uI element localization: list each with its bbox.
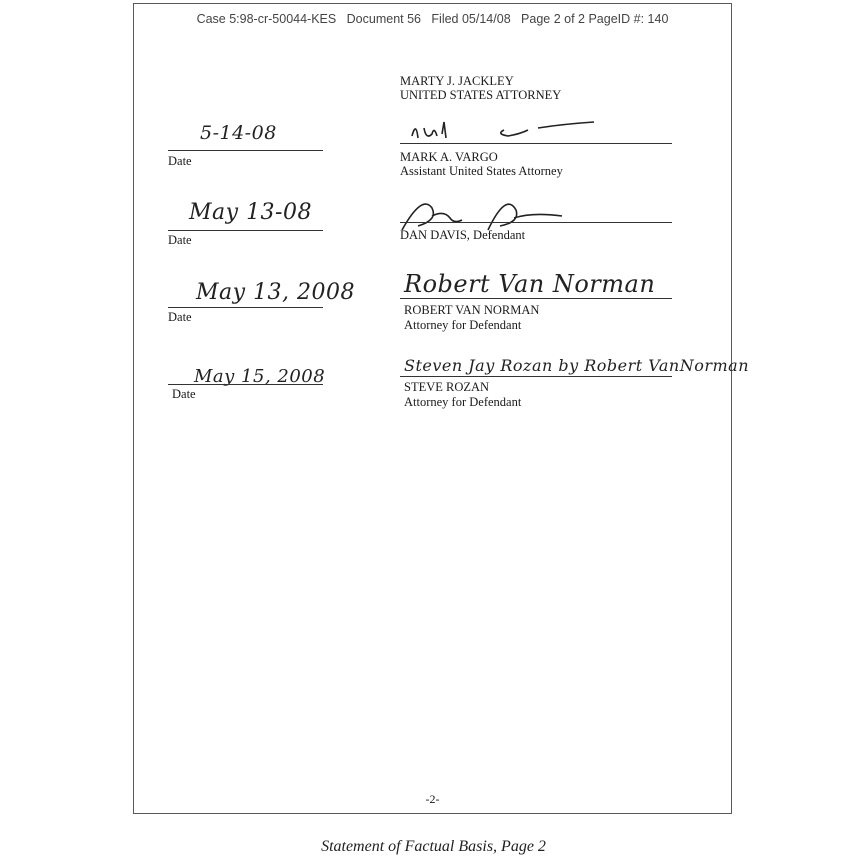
signer-role-3: Attorney for Defendant: [404, 318, 522, 332]
signer-name-4: STEVE ROZAN: [404, 380, 490, 394]
case-header: Case 5:98-cr-50044-KES Document 56 Filed 05/14/08 Page 2 of 2 PageID #: 140: [196, 12, 669, 26]
signature-line-3: [400, 298, 672, 299]
date-line-4: [168, 384, 323, 385]
signer-role-1: Assistant United States Attorney: [400, 164, 563, 178]
signature-van-norman: Robert Van Norman: [404, 270, 656, 298]
date-line-3: [168, 307, 323, 308]
signer-name-1: MARK A. VARGO: [400, 150, 498, 164]
date-handwritten-2: May 13-08: [189, 200, 312, 225]
date-handwritten-3: May 13, 2008: [196, 280, 356, 305]
page-caption: Statement of Factual Basis, Page 2: [321, 838, 546, 855]
us-attorney-title: UNITED STATES ATTORNEY: [400, 88, 562, 102]
signature-line-4: [400, 376, 672, 377]
signature-line-2: [400, 222, 672, 223]
date-label-2: Date: [168, 233, 192, 247]
signature-line-1: [400, 143, 672, 144]
document-page: [133, 3, 750, 814]
date-handwritten-1: 5-14-08: [200, 122, 277, 144]
date-handwritten-4: May 15, 2008: [194, 366, 326, 387]
signer-role-4: Attorney for Defendant: [404, 395, 522, 409]
page-number: -2-: [425, 792, 440, 806]
date-label-3: Date: [168, 310, 192, 324]
us-attorney-name: MARTY J. JACKLEY: [400, 74, 514, 88]
signer-name-3: ROBERT VAN NORMAN: [404, 303, 540, 317]
signature-rozan: Steven Jay Rozan by Robert VanNorman: [404, 356, 750, 375]
signer-name-2: DAN DAVIS, Defendant: [400, 228, 526, 242]
signature-vargo: [404, 116, 604, 146]
date-line-1: [168, 150, 323, 151]
date-label-4: Date: [172, 387, 196, 401]
date-line-2: [168, 230, 323, 231]
date-label-1: Date: [168, 154, 192, 168]
